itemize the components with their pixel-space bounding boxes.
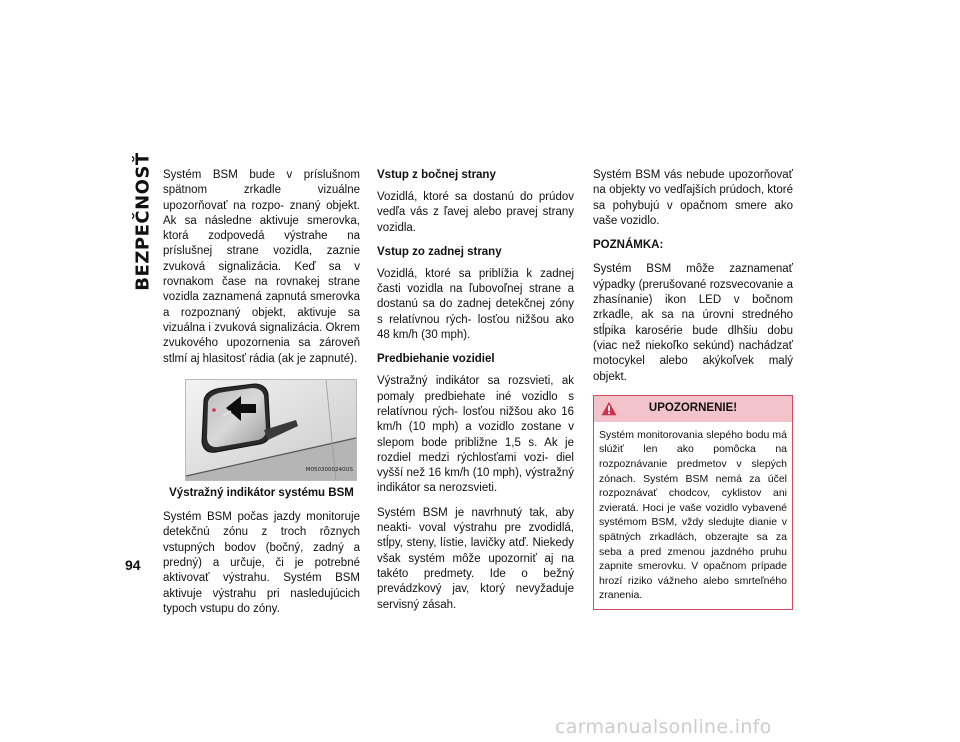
intro-paragraph: Systém BSM bude v príslušnom spätnom zrkadle vizuálne upozorňovať na rozpo- znaný objekt. Ak sa následne aktivuje smerovka, ktorá zodpovedá výstrahe na príslušnej strane vozidla, zaznie zvuková signalizácia. Keď sa v rovnakom čase na rovnakej strane vozidla zaznamená zapnutá smerovka a rozpoznaný objekt, aktivuje sa vizuálna i zvuková signalizácia. Okrem zvukového upozornenia sa zároveň stlmí aj hlasitosť rádia (ak je zapnuté).	[163, 169, 360, 365]
note-body: Systém BSM môže zaznamenať výpadky (prerušované rozsvecovanie a zhasínanie) ikon LED v bočnom zrkadle, ak sa na úrovni stredného stĺpika karosérie bude dlhšiu dobu (viac než niekoľko sekúnd) nachádzať motocykel alebo akýkoľvek malý objekt.	[593, 263, 793, 383]
bsm-zone-paragraph: Systém BSM počas jazdy monitoruje detekčnú zónu z troch rôznych vstupných bodov (bočný, zadný a predný) a určuje, či je potrebné aktivovať výstrahu. Systém BSM aktivuje výstrahu pri nasledujúcich typoch vstupu do zóny.	[163, 511, 360, 615]
warning-triangle-icon	[601, 401, 617, 416]
section-tab-label: BEZPEČNOSŤ	[132, 151, 154, 291]
note-title: POZNÁMKA:	[593, 239, 664, 252]
column-left	[163, 168, 360, 626]
side-entry-paragraph: Vozidlá, ktoré sa dostanú do prúdov vedľa vás z ľavej alebo pravej strany vozidla.	[377, 191, 574, 234]
rear-entry-paragraph: Vozidlá, ktoré sa priblížia k zadnej časti vozidla na ľubovoľnej strane a dostanú sa do zadnej detekčnej zóny s relatívnou rých- losťou nižšou ako 48 km/h (30 mph).	[377, 267, 574, 342]
warning-body: Systém monitorovania slepého bodu má slúžiť len ako pomôcka na rozpoznávanie predmetov v slepých zónach. Systém BSM nemá za účel rozpoznávať chodcov, cyklistov ani zvieratá. Hoci je vaše vozidlo vybavené systémom BSM, vždy sledujte dianie v spätných zrkadlách, obzerajte sa za seba a pred zmenou jazdného pruhu zapnite smerovku. V opačnom prípade hrozí riziko vážneho alebo smrteľného zranenia.	[599, 428, 787, 602]
figure-caption: Výstražný indikátor systému BSM	[169, 486, 354, 499]
section-tab	[128, 151, 158, 291]
bsm-indicator-light	[212, 408, 216, 412]
figure-code: M0503000240US	[305, 466, 353, 473]
design-paragraph: Systém BSM je navrhnutý tak, aby neakti- voval výstrahu pre zvodidlá, stĺpy, steny, lístie, lavičky atď. Niekedy však systém môže upozorniť aj na takéto predmety. Ide o bežný prevádzkový jav, ktorý nevyžaduje servisný zásah.	[377, 506, 574, 611]
column-middle	[377, 168, 574, 622]
overtaking-paragraph: Výstražný indikátor sa rozsvieti, ak pomaly predbiehate iné vozidlo s relatívnou rých- losťou nižšou ako 16 km/h (10 mph) a vozidlo zostane v slepom bode približne 1,5 s. Ak je rozdiel medzi rýchlosťami vozi- diel vyšší než 16 km/h (10 mph), výstražný indikátor sa nerozsvieti.	[377, 375, 574, 495]
opposite-direction-paragraph: Systém BSM vás nebude upozorňovať na objekty vo vedľajších prúdoch, ktoré sa pohybujú v opačnom smere ako vaše vozidlo.	[593, 169, 793, 227]
page-number: 94	[125, 557, 141, 573]
heading-overtaking: Predbiehanie vozidiel	[377, 353, 495, 366]
warning-title: UPOZORNENIE!	[648, 402, 738, 415]
heading-rear-entry: Vstup zo zadnej strany	[377, 245, 502, 258]
mirror-figure	[185, 379, 357, 481]
heading-side-entry: Vstup z bočnej strany	[377, 169, 496, 181]
warning-box	[593, 395, 793, 610]
column-right	[593, 168, 793, 610]
watermark: carmanualsonline.info	[555, 716, 772, 738]
warning-header	[594, 396, 792, 422]
